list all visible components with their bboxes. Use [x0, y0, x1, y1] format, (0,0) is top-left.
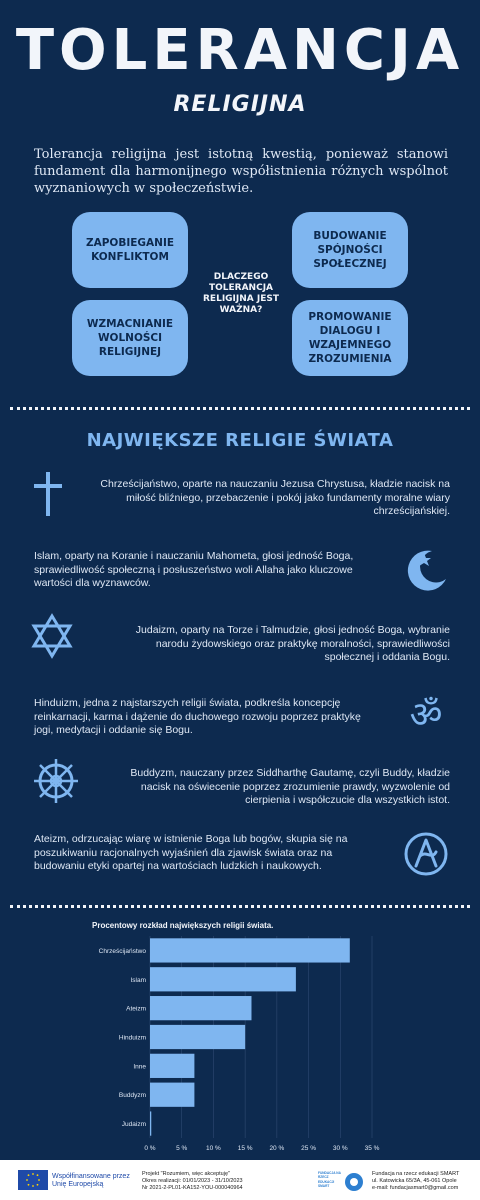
- project-line-2: Okres realizacji: 01/01/2023 - 31/10/2023: [142, 1178, 243, 1184]
- religion-text-atheism: Ateizm, odrzucając wiarę w istnienie Boga lub bogów, skupia się na poszukiwaniu racjonalnych wyjaśnień dla zjawisk świata oraz na budowaniu etyki opartej na wartościach ludzkich i naukowych.: [34, 833, 348, 872]
- bar-6: [150, 1111, 151, 1135]
- category-label: Hinduizm: [118, 1034, 146, 1042]
- x-tick-label: 20 %: [269, 1145, 285, 1152]
- category-label: Ateizm: [126, 1005, 146, 1013]
- x-tick-label: 25 %: [301, 1145, 316, 1152]
- org-line-1: Fundacja na rzecz edukacji SMART: [372, 1171, 460, 1177]
- x-tick-label: 15 %: [237, 1145, 253, 1152]
- eu-flag-logo: [18, 1170, 48, 1190]
- x-tick-label: 35 %: [364, 1145, 380, 1152]
- x-tick-label: 0 %: [144, 1145, 156, 1152]
- crescent-star-icon: [402, 545, 450, 593]
- atheism-icon: [402, 830, 450, 878]
- x-tick-label: 5 %: [176, 1145, 188, 1152]
- svg-text:ॐ: ॐ: [409, 695, 443, 736]
- religion-text-hinduism: Hinduizm, jedna z najstarszych religii świata, podkreśla koncepcję reinkarnacji, karma i dążenie do duchowego rozwoju poprzez praktykę jogi, medytacji i oddanie się Bogu.: [34, 697, 361, 736]
- reason-box-dialogue: PROMOWANIE DIALOGU I WZAJEMNEGO ZROZUMIENIA: [292, 300, 408, 376]
- category-label: Judaizm: [121, 1121, 146, 1129]
- category-label: Islam: [130, 976, 146, 984]
- reason-box-prevent-conflicts: ZAPOBIEGANIE KONFLIKTOM: [72, 212, 188, 288]
- org-line-3: e-mail: fundacjasmart0@gmail.com: [372, 1185, 459, 1191]
- smart-logo-text: FUNDACJA NA RZECZ EDUKACJI SMART: [318, 1171, 341, 1189]
- category-label: Chrześcijaństwo: [98, 947, 146, 955]
- project-line-1: Projekt "Rozumiem, więc akceptuję": [142, 1171, 230, 1177]
- religion-bar-chart: [80, 930, 380, 1160]
- reason-box-social-cohesion: BUDOWANIE SPÓJNOŚCI SPOŁECZNEJ: [292, 212, 408, 288]
- smart-logo: [318, 1170, 364, 1194]
- org-line-2: ul. Katowicka 65/3A, 45-061 Opole: [372, 1178, 457, 1184]
- reason-question: DLACZEGO TOLERANCJA RELIGIJNA JEST WAŻNA?: [203, 272, 279, 315]
- om-icon: [402, 689, 450, 737]
- bar-1: [150, 967, 296, 991]
- religion-text-judaism: Judaizm, oparty na Torze i Talmudzie, głosi jedność Boga, wybranie narodu żydowskiego oraz praktykę moralności, sprawiedliwości społecznej i oddania Bogu.: [135, 624, 450, 663]
- dharma-wheel-icon: [32, 757, 80, 805]
- section-title: NAJWIĘKSZE RELIGIE ŚWIATA: [86, 430, 394, 451]
- category-label: Inne: [133, 1063, 146, 1071]
- category-label: Buddyzm: [118, 1092, 146, 1100]
- bar-2: [150, 996, 251, 1020]
- dotted-divider: [10, 905, 470, 908]
- star-of-david-icon: [28, 612, 76, 660]
- x-tick-label: 10 %: [206, 1145, 221, 1152]
- bar-0: [150, 938, 350, 962]
- religion-text-buddhism: Buddyzm, nauczany przez Siddharthę Gautamę, czyli Buddy, kładzie nacisk na oświecenie poprzez zrozumienie prawdy, wyzwolenie od cierpienia i współczucie dla wszystkich istot.: [130, 767, 450, 806]
- page-title: TOLERANCJA: [15, 18, 465, 83]
- bar-5: [150, 1083, 194, 1107]
- x-tick-label: 30 %: [332, 1145, 348, 1152]
- dotted-divider: [10, 407, 470, 410]
- project-line-3: Nr 2021-2-PL01-KA152-YOU-000040964: [142, 1185, 243, 1191]
- eu-funding-text: Współfinansowane przez Unię Europejską: [52, 1173, 130, 1188]
- page-subtitle: RELIGIJNA: [173, 92, 307, 117]
- religion-text-christianity: Chrześcijaństwo, oparte na nauczaniu Jezusa Chrystusa, kładzie nacisk na miłość bliźniego, przebaczenie i pokój jako fundamenty moralne wiary chrześcijańskiej.: [100, 478, 450, 517]
- chart-title: Procentowy rozkład największych religii świata.: [92, 921, 274, 930]
- religion-text-islam: Islam, oparty na Koranie i nauczaniu Mahometa, głosi jedność Boga, sprawiedliwość społeczną i posłuszeństwo woli Allaha jako kluczowe wartości dla wyznawców.: [34, 550, 354, 589]
- cross-icon: [24, 470, 72, 518]
- bar-3: [150, 1025, 245, 1049]
- bar-4: [150, 1054, 194, 1078]
- intro-text: Tolerancja religijna jest istotną kwestią, ponieważ stanowi fundament dla harmonijnego współistnienia różnych wspólnot wyznaniowych w społeczeństwie.: [34, 147, 448, 196]
- reason-box-religious-freedom: WZMACNIANIE WOLNOŚCI RELIGIJNEJ: [72, 300, 188, 376]
